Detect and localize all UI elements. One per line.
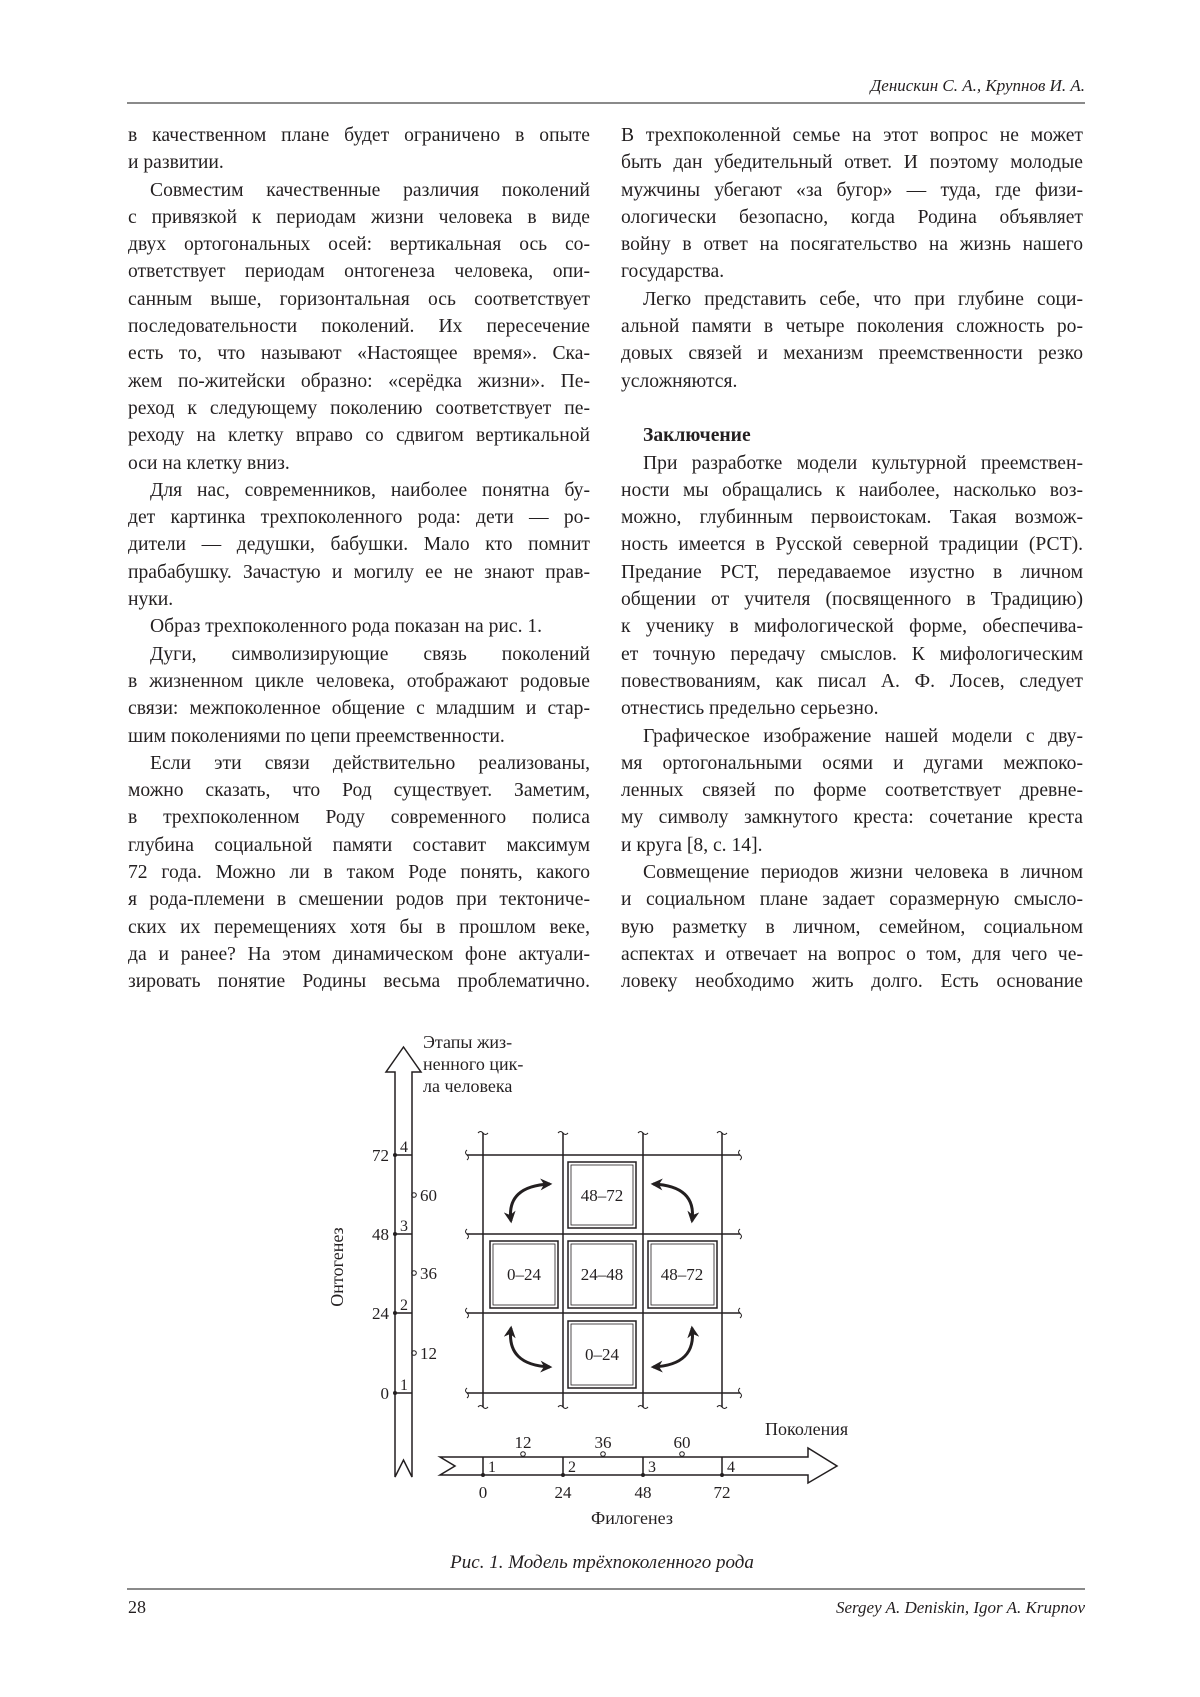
text-line: довых связей и механизм преемственности резко <box>621 343 1083 365</box>
text-line: зировать понятие Родины весьма проблематично. <box>128 971 590 993</box>
v-tick-label: 0 <box>380 1384 389 1403</box>
text-line: Дуги, символизирующие связь поколений <box>150 643 590 665</box>
phylogenesis-axis-arrow <box>440 1448 837 1483</box>
h-minor-label: 36 <box>594 1433 612 1452</box>
text-line: можно сказать, что Род существует. Заметим, <box>128 780 590 802</box>
page-number: 28 <box>128 1597 146 1617</box>
text-line: мя ортогональными осями и дугами межпоко- <box>621 752 1083 774</box>
v-tick-label: 24 <box>372 1304 389 1323</box>
text-line: можно, глубинным первоистокам. Такая возмож- <box>621 507 1083 529</box>
text-line: Для нас, современников, наиболее понятна бу- <box>150 479 590 501</box>
h-minor-label: 60 <box>673 1433 691 1452</box>
text-line: Совместим качественные различия поколений <box>150 179 590 201</box>
text-line: и социальном плане задает соразмерную смысло- <box>621 889 1083 911</box>
text-line: Если эти связи действительно реализованы, <box>150 752 590 774</box>
text-line: войну в ответ на посягательство на жизнь нашего <box>621 234 1083 256</box>
h-minor-tick <box>521 1452 526 1457</box>
running-header: Денискин С. А., Крупнов И. А. <box>870 76 1085 95</box>
text-line: ловеку необходимо жить долго. Есть основание <box>621 971 1083 993</box>
text-line: реход к следующему поколению соответствует пе- <box>128 397 590 419</box>
text-line: Графическое изображение нашей модели с дву- <box>643 725 1083 747</box>
h-tick-label: 0 <box>478 1483 488 1502</box>
text-line: в жизненном цикле человека, отображают родовые <box>128 670 590 692</box>
curved-arrow-icon <box>653 1184 693 1221</box>
curved-arrow-icon <box>653 1328 693 1367</box>
figure-caption: Рис. 1. Модель трёхпоколенного рода <box>450 1552 754 1573</box>
text-line: санным выше, горизонтальная ось соответствует <box>128 288 590 310</box>
curved-arrow-icon <box>510 1328 550 1367</box>
ontogenesis-axis-arrow <box>386 1047 421 1477</box>
footer-authors: Sergey A. Deniskin, Igor A. Krupnov <box>836 1598 1085 1617</box>
phylogenesis-label: Филогенез <box>591 1508 673 1528</box>
v-stage-number: 2 <box>400 1297 408 1314</box>
text-line: дители — дедушки, бабушки. Мало кто помнит <box>128 534 590 556</box>
text-line: двух ортогональных осей: вертикальная ось со- <box>128 234 590 256</box>
text-line: аспектах и отвечает на вопрос о том, для чего че- <box>621 943 1083 965</box>
axis-title-line-3: ла человека <box>423 1076 513 1096</box>
v-minor-label: 12 <box>420 1344 437 1363</box>
cell-top-label: 48–72 <box>580 1186 624 1205</box>
ontogenesis-label: Онтогенез <box>327 1227 347 1307</box>
cell-center-label: 24–48 <box>580 1265 624 1284</box>
text-line: ет точную передачу смыслов. К мифологическим <box>621 643 1083 665</box>
cell-bottom <box>568 1321 636 1388</box>
text-line: государства. <box>621 261 725 283</box>
text-line: При разработке модели культурной преемствен- <box>643 452 1083 474</box>
h-tick-label: 24 <box>554 1483 572 1502</box>
text-line: последовательности поколений. Их пересечение <box>128 316 590 338</box>
h-minor-tick <box>601 1452 606 1457</box>
text-line: ских их перемещениях хотя бы в прошлом веке, <box>128 916 590 938</box>
text-line: я рода-племени в смешении родов при тектониче- <box>128 889 590 911</box>
text-line: 72 года. Можно ли в таком Роде понять, какого <box>128 862 590 884</box>
text-line: реходу на клетку вправо со сдвигом вертикальной <box>128 425 590 447</box>
text-line: и круга [8, с. 14]. <box>621 834 763 856</box>
text-line: есть то, что называют «Настоящее время». Ска- <box>128 343 590 365</box>
text-line: альной памяти в четыре поколения сложность ро- <box>621 316 1083 338</box>
text-line: быть дан убедительный ответ. И поэтому молодые <box>621 152 1083 174</box>
text-line: да и ранее? На этом динамическом фоне актуали- <box>128 943 590 965</box>
generations-label: Поколения <box>765 1419 849 1439</box>
v-stage-number: 1 <box>400 1377 408 1394</box>
text-line: дет картинка трехпоколенного рода: дети — ро- <box>128 507 590 529</box>
cell-left-label: 0–24 <box>507 1265 541 1284</box>
text-line: Совмещение периодов жизни человека в личном <box>643 862 1083 884</box>
h-minor-label: 12 <box>514 1433 532 1452</box>
v-minor-label: 60 <box>420 1186 437 1205</box>
v-tick-label: 48 <box>372 1225 389 1244</box>
text-line: ологически безопасно, когда Родина объявляет <box>621 206 1083 228</box>
v-stage-number: 4 <box>400 1139 408 1156</box>
text-line: связи: межпоколенное общение с младшим и стар- <box>128 698 590 720</box>
curved-arrow-icon <box>510 1184 550 1221</box>
text-line: и развитии. <box>128 152 224 174</box>
text-line: отнестись предельно серьезно. <box>621 698 879 720</box>
v-tick-label: 72 <box>372 1146 389 1165</box>
v-stage-number: 3 <box>400 1218 408 1235</box>
section-heading: Заключение <box>643 425 751 447</box>
h-stage-number: 3 <box>648 1459 656 1476</box>
text-line: ленных связей по форме соответствует древне- <box>621 780 1083 802</box>
text-line: мужчины убегают «за бугор» — туда, где физи- <box>621 179 1083 201</box>
text-line: вую разметку в личном, семейном, социальном <box>621 916 1083 938</box>
cell-right <box>648 1241 717 1308</box>
h-tick-label: 48 <box>634 1483 652 1502</box>
text-line: жем по-житейски образно: «серёдка жизни». Пе- <box>128 370 590 392</box>
text-line: му символу замкнутого креста: сочетание креста <box>621 807 1083 829</box>
cell-left <box>490 1241 558 1308</box>
text-line: Предание РСТ, передаваемое изустно в личном <box>621 561 1083 583</box>
h-tick-label: 72 <box>713 1483 731 1502</box>
text-line: повествованиям, как писал А. Ф. Лосев, следует <box>621 670 1083 692</box>
text-line: ответствует периодам онтогенеза человека, опи- <box>128 261 590 283</box>
h-stage-number: 2 <box>568 1459 576 1476</box>
text-line: прабабушку. Зачастую и могилу ее не знают прав- <box>128 561 590 583</box>
text-line: глубина социальной памяти составит максимум <box>128 834 590 856</box>
cell-bottom-label: 0–24 <box>585 1345 619 1364</box>
text-line: Легко представить себе, что при глубине соци- <box>643 288 1083 310</box>
text-line: в трехпоколенном Роду современного полиса <box>128 807 590 829</box>
axis-title-line-1: Этапы жиз- <box>423 1032 513 1052</box>
footer-rule <box>127 1588 1085 1590</box>
v-minor-label: 36 <box>420 1264 437 1283</box>
h-stage-number: 1 <box>488 1459 496 1476</box>
text-line: ность имеется в Русской северной традиции (РСТ). <box>621 534 1083 556</box>
cell-top <box>568 1162 636 1228</box>
h-stage-number: 4 <box>727 1459 735 1476</box>
text-line: В трехпоколенной семье на этот вопрос не может <box>621 125 1083 146</box>
text-line: с привязкой к периодам жизни человека в виде <box>128 206 590 228</box>
text-line: общении от учителя (посвященного в Традицию) <box>621 589 1083 611</box>
text-line: шим поколениями по цепи преемственности. <box>128 725 505 747</box>
text-line: нуки. <box>128 589 174 611</box>
cell-right-label: 48–72 <box>660 1265 704 1284</box>
text-line: в качественном плане будет ограничено в опыте <box>128 125 590 146</box>
h-minor-tick <box>680 1452 685 1457</box>
text-line: усложняются. <box>621 370 738 392</box>
axis-title-line-2: ненного цик- <box>423 1054 524 1074</box>
text-line: оси на клетку вниз. <box>128 452 290 474</box>
text-line: ности мы обращались к наиболее, насколько воз- <box>621 479 1083 501</box>
cell-center <box>568 1241 636 1308</box>
text-line: Образ трехпоколенного рода показан на рис. 1. <box>150 616 543 638</box>
text-line: к ученику в мифологической форме, обеспечива- <box>621 616 1083 638</box>
